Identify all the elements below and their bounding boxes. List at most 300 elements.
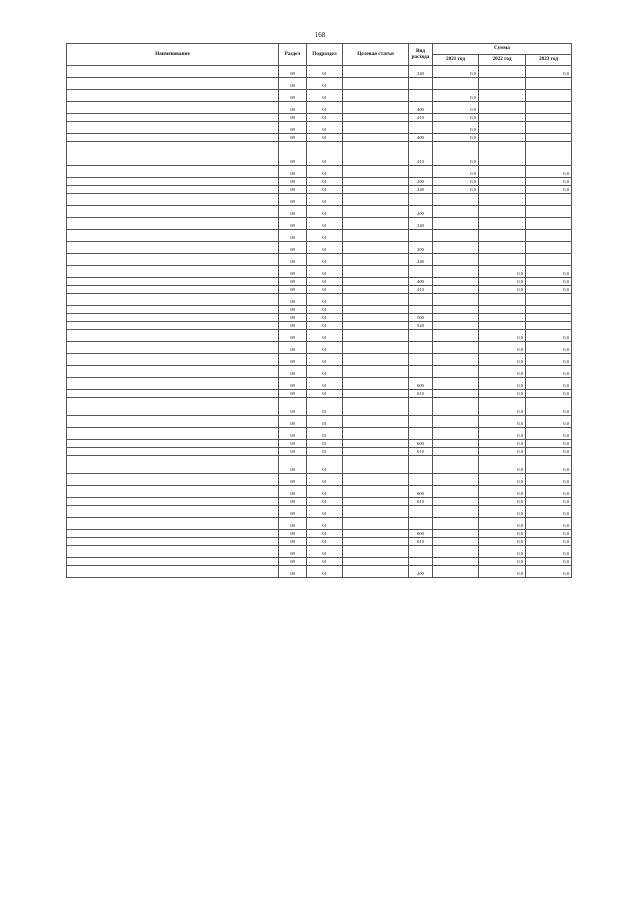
budget-table <box>66 43 572 578</box>
cell-type <box>409 558 433 566</box>
cell-sec: 08 <box>279 566 307 578</box>
cell-name <box>67 78 279 90</box>
header-year-2023: 2023 год <box>526 55 572 66</box>
cell-y2023: 0,0 <box>526 518 572 530</box>
cell-type <box>409 166 433 178</box>
cell-y2021 <box>433 474 479 486</box>
cell-y2022: 0,0 <box>479 546 526 558</box>
cell-y2023: 0,0 <box>526 398 572 416</box>
cell-type <box>409 506 433 518</box>
cell-y2022 <box>479 194 526 206</box>
cell-type: 200 <box>409 206 433 218</box>
cell-y2023 <box>526 122 572 134</box>
cell-y2021 <box>433 398 479 416</box>
cell-sub: 01 <box>307 506 343 518</box>
cell-y2021 <box>433 254 479 266</box>
cell-y2021: 0,0 <box>433 142 479 166</box>
cell-type <box>409 330 433 342</box>
cell-type: 600 <box>409 530 433 538</box>
table-row <box>67 186 572 194</box>
cell-y2021 <box>433 506 479 518</box>
cell-target <box>343 354 409 366</box>
cell-type <box>409 474 433 486</box>
cell-target <box>343 186 409 194</box>
cell-sec: 08 <box>279 306 307 314</box>
cell-type: 610 <box>409 538 433 546</box>
cell-sec: 08 <box>279 286 307 294</box>
cell-name <box>67 378 279 390</box>
table-row <box>67 114 572 122</box>
cell-y2023: 0,0 <box>526 166 572 178</box>
cell-sec: 08 <box>279 166 307 178</box>
cell-y2022: 0,0 <box>479 486 526 498</box>
cell-name <box>67 254 279 266</box>
cell-type: 600 <box>409 486 433 498</box>
cell-target <box>343 322 409 330</box>
header-subsection: Подраздел <box>307 44 343 66</box>
cell-y2022 <box>479 78 526 90</box>
cell-y2023: 0,0 <box>526 456 572 474</box>
cell-name <box>67 278 279 286</box>
cell-target <box>343 242 409 254</box>
cell-sec: 08 <box>279 294 307 306</box>
cell-y2022 <box>479 186 526 194</box>
cell-type: 400 <box>409 278 433 286</box>
cell-name <box>67 566 279 578</box>
cell-y2023: 0,0 <box>526 186 572 194</box>
cell-y2022: 0,0 <box>479 566 526 578</box>
cell-y2023 <box>526 314 572 322</box>
cell-name <box>67 322 279 330</box>
cell-y2022 <box>479 122 526 134</box>
cell-name <box>67 506 279 518</box>
cell-sec: 08 <box>279 456 307 474</box>
cell-sec: 08 <box>279 254 307 266</box>
cell-y2022 <box>479 66 526 78</box>
cell-type <box>409 546 433 558</box>
table-row <box>67 498 572 506</box>
cell-sub: 01 <box>307 242 343 254</box>
cell-y2022 <box>479 114 526 122</box>
cell-type: 200 <box>409 178 433 186</box>
table-row <box>67 354 572 366</box>
cell-y2022: 0,0 <box>479 342 526 354</box>
cell-name <box>67 546 279 558</box>
cell-y2023 <box>526 218 572 230</box>
cell-target <box>343 330 409 342</box>
cell-sec: 08 <box>279 448 307 456</box>
cell-name <box>67 366 279 378</box>
cell-sec: 08 <box>279 78 307 90</box>
table-row <box>67 342 572 354</box>
cell-sec: 08 <box>279 114 307 122</box>
table-row <box>67 286 572 294</box>
cell-y2021 <box>433 428 479 440</box>
cell-y2021: 0,0 <box>433 166 479 178</box>
cell-sub: 01 <box>307 278 343 286</box>
cell-type <box>409 306 433 314</box>
cell-name <box>67 194 279 206</box>
table-row <box>67 456 572 474</box>
cell-y2021 <box>433 306 479 314</box>
cell-y2021 <box>433 456 479 474</box>
cell-sec: 08 <box>279 278 307 286</box>
cell-sec: 08 <box>279 440 307 448</box>
cell-y2022 <box>479 306 526 314</box>
cell-sec: 08 <box>279 218 307 230</box>
cell-y2023 <box>526 142 572 166</box>
table-row <box>67 134 572 142</box>
cell-y2022: 0,0 <box>479 330 526 342</box>
cell-type <box>409 354 433 366</box>
cell-name <box>67 286 279 294</box>
table-row <box>67 102 572 114</box>
table-row <box>67 474 572 486</box>
cell-sub: 01 <box>307 366 343 378</box>
cell-sec: 08 <box>279 518 307 530</box>
cell-sec: 08 <box>279 186 307 194</box>
cell-type <box>409 90 433 102</box>
cell-sub: 01 <box>307 166 343 178</box>
cell-name <box>67 416 279 428</box>
cell-target <box>343 518 409 530</box>
cell-y2023: 0,0 <box>526 354 572 366</box>
cell-sec: 08 <box>279 242 307 254</box>
cell-y2022 <box>479 294 526 306</box>
cell-name <box>67 178 279 186</box>
cell-type <box>409 266 433 278</box>
cell-name <box>67 186 279 194</box>
cell-sub: 01 <box>307 78 343 90</box>
table-row <box>67 448 572 456</box>
cell-y2022: 0,0 <box>479 378 526 390</box>
table-row <box>67 66 572 78</box>
cell-type: 400 <box>409 134 433 142</box>
cell-sub: 01 <box>307 206 343 218</box>
cell-sec: 08 <box>279 206 307 218</box>
header-target-article: Целевая статья <box>343 44 409 66</box>
cell-target <box>343 90 409 102</box>
cell-y2023: 0,0 <box>526 566 572 578</box>
cell-target <box>343 194 409 206</box>
cell-sub: 01 <box>307 398 343 416</box>
header-section: Раздел <box>279 44 307 66</box>
cell-sub: 01 <box>307 134 343 142</box>
cell-y2022: 0,0 <box>479 398 526 416</box>
cell-y2023 <box>526 242 572 254</box>
cell-name <box>67 306 279 314</box>
table-row <box>67 90 572 102</box>
cell-name <box>67 518 279 530</box>
cell-target <box>343 314 409 322</box>
cell-y2022 <box>479 242 526 254</box>
table-row <box>67 254 572 266</box>
table-row <box>67 538 572 546</box>
cell-target <box>343 428 409 440</box>
cell-type: 410 <box>409 286 433 294</box>
cell-y2021 <box>433 218 479 230</box>
cell-target <box>343 78 409 90</box>
cell-y2021 <box>433 366 479 378</box>
cell-target <box>343 178 409 186</box>
table-row <box>67 558 572 566</box>
cell-y2022: 0,0 <box>479 266 526 278</box>
cell-target <box>343 390 409 398</box>
cell-target <box>343 166 409 178</box>
cell-type: 200 <box>409 566 433 578</box>
cell-y2022: 0,0 <box>479 278 526 286</box>
cell-name <box>67 390 279 398</box>
cell-name <box>67 242 279 254</box>
cell-name <box>67 206 279 218</box>
cell-name <box>67 90 279 102</box>
cell-target <box>343 66 409 78</box>
cell-y2023: 0,0 <box>526 506 572 518</box>
cell-type <box>409 294 433 306</box>
cell-y2021 <box>433 206 479 218</box>
cell-target <box>343 230 409 242</box>
cell-sub: 01 <box>307 538 343 546</box>
cell-y2021 <box>433 486 479 498</box>
table-row <box>67 218 572 230</box>
cell-name <box>67 558 279 566</box>
cell-sub: 01 <box>307 530 343 538</box>
cell-y2022: 0,0 <box>479 518 526 530</box>
table-row <box>67 398 572 416</box>
cell-sec: 08 <box>279 558 307 566</box>
cell-y2021: 0,0 <box>433 134 479 142</box>
cell-type: 600 <box>409 440 433 448</box>
cell-y2022 <box>479 314 526 322</box>
cell-target <box>343 254 409 266</box>
cell-target <box>343 142 409 166</box>
cell-name <box>67 218 279 230</box>
cell-sub: 01 <box>307 566 343 578</box>
cell-target <box>343 342 409 354</box>
cell-sub: 01 <box>307 314 343 322</box>
cell-sub: 01 <box>307 428 343 440</box>
cell-y2023: 0,0 <box>526 378 572 390</box>
cell-target <box>343 218 409 230</box>
cell-target <box>343 122 409 134</box>
cell-sec: 08 <box>279 194 307 206</box>
cell-sec: 08 <box>279 498 307 506</box>
cell-y2023 <box>526 194 572 206</box>
cell-y2022: 0,0 <box>479 286 526 294</box>
cell-y2023 <box>526 102 572 114</box>
cell-type <box>409 518 433 530</box>
cell-y2023 <box>526 90 572 102</box>
cell-y2021 <box>433 378 479 390</box>
cell-name <box>67 314 279 322</box>
table-row <box>67 206 572 218</box>
cell-y2023: 0,0 <box>526 448 572 456</box>
cell-y2023: 0,0 <box>526 428 572 440</box>
table-row <box>67 322 572 330</box>
cell-y2021 <box>433 546 479 558</box>
table-row <box>67 378 572 390</box>
table-row <box>67 178 572 186</box>
cell-type: 240 <box>409 218 433 230</box>
cell-y2021 <box>433 286 479 294</box>
cell-sec: 08 <box>279 366 307 378</box>
table-row <box>67 278 572 286</box>
cell-name <box>67 474 279 486</box>
cell-y2021 <box>433 448 479 456</box>
cell-y2022: 0,0 <box>479 440 526 448</box>
cell-y2023: 0,0 <box>526 498 572 506</box>
cell-y2021 <box>433 314 479 322</box>
cell-y2023: 0,0 <box>526 474 572 486</box>
cell-y2023: 0,0 <box>526 366 572 378</box>
cell-sub: 01 <box>307 456 343 474</box>
cell-sec: 08 <box>279 266 307 278</box>
cell-target <box>343 102 409 114</box>
cell-y2022 <box>479 218 526 230</box>
table-row <box>67 330 572 342</box>
cell-y2021 <box>433 566 479 578</box>
cell-type: 610 <box>409 448 433 456</box>
cell-y2023 <box>526 322 572 330</box>
header-expense-type: Вид расхода <box>409 44 433 66</box>
cell-y2023: 0,0 <box>526 330 572 342</box>
cell-target <box>343 306 409 314</box>
cell-y2021: 0,0 <box>433 90 479 102</box>
cell-sec: 08 <box>279 390 307 398</box>
header-name: Наименование <box>67 44 279 66</box>
cell-y2022 <box>479 254 526 266</box>
cell-y2022 <box>479 206 526 218</box>
cell-y2022 <box>479 142 526 166</box>
cell-name <box>67 102 279 114</box>
cell-type: 520 <box>409 322 433 330</box>
cell-y2022 <box>479 134 526 142</box>
cell-name <box>67 230 279 242</box>
cell-target <box>343 206 409 218</box>
cell-sec: 08 <box>279 66 307 78</box>
table-row <box>67 566 572 578</box>
cell-type: 240 <box>409 186 433 194</box>
cell-y2022: 0,0 <box>479 506 526 518</box>
cell-y2023 <box>526 306 572 314</box>
cell-y2021 <box>433 354 479 366</box>
cell-type <box>409 122 433 134</box>
cell-y2023 <box>526 114 572 122</box>
cell-y2021: 0,0 <box>433 178 479 186</box>
cell-y2023: 0,0 <box>526 546 572 558</box>
cell-y2022 <box>479 322 526 330</box>
cell-y2023 <box>526 230 572 242</box>
table-row <box>67 440 572 448</box>
cell-name <box>67 342 279 354</box>
cell-type: 240 <box>409 254 433 266</box>
cell-sub: 01 <box>307 66 343 78</box>
cell-sec: 08 <box>279 416 307 428</box>
cell-type <box>409 342 433 354</box>
cell-sub: 01 <box>307 90 343 102</box>
cell-type: 200 <box>409 242 433 254</box>
cell-sec: 08 <box>279 330 307 342</box>
table-header-row <box>67 44 572 55</box>
cell-target <box>343 566 409 578</box>
cell-y2022: 0,0 <box>479 530 526 538</box>
cell-y2023 <box>526 206 572 218</box>
cell-name <box>67 398 279 416</box>
cell-type <box>409 194 433 206</box>
page-number: 168 <box>314 31 326 39</box>
cell-y2023: 0,0 <box>526 178 572 186</box>
cell-y2021 <box>433 266 479 278</box>
cell-name <box>67 142 279 166</box>
cell-y2021 <box>433 322 479 330</box>
table-row <box>67 294 572 306</box>
cell-type: 610 <box>409 390 433 398</box>
cell-sub: 01 <box>307 266 343 278</box>
cell-y2021 <box>433 440 479 448</box>
cell-name <box>67 486 279 498</box>
cell-sec: 08 <box>279 142 307 166</box>
cell-target <box>343 286 409 294</box>
cell-y2022: 0,0 <box>479 498 526 506</box>
cell-y2021: 0,0 <box>433 102 479 114</box>
cell-target <box>343 530 409 538</box>
cell-y2023: 0,0 <box>526 530 572 538</box>
cell-target <box>343 366 409 378</box>
cell-sub: 01 <box>307 440 343 448</box>
cell-y2023: 0,0 <box>526 558 572 566</box>
cell-name <box>67 448 279 456</box>
cell-y2022 <box>479 178 526 186</box>
cell-y2021 <box>433 390 479 398</box>
cell-name <box>67 294 279 306</box>
cell-y2021 <box>433 242 479 254</box>
cell-type: 600 <box>409 378 433 390</box>
cell-sub: 01 <box>307 390 343 398</box>
table-row <box>67 518 572 530</box>
cell-y2023 <box>526 254 572 266</box>
cell-sub: 01 <box>307 114 343 122</box>
cell-name <box>67 122 279 134</box>
cell-y2023 <box>526 294 572 306</box>
cell-sec: 08 <box>279 230 307 242</box>
cell-sec: 08 <box>279 486 307 498</box>
cell-name <box>67 330 279 342</box>
cell-y2021 <box>433 294 479 306</box>
cell-y2023: 0,0 <box>526 286 572 294</box>
cell-sub: 01 <box>307 474 343 486</box>
cell-y2021 <box>433 330 479 342</box>
cell-name <box>67 456 279 474</box>
cell-sub: 01 <box>307 178 343 186</box>
table-row <box>67 506 572 518</box>
cell-y2022: 0,0 <box>479 474 526 486</box>
cell-y2022: 0,0 <box>479 390 526 398</box>
cell-y2023: 0,0 <box>526 416 572 428</box>
cell-name <box>67 498 279 506</box>
cell-y2022 <box>479 90 526 102</box>
table-row <box>67 242 572 254</box>
cell-sub: 01 <box>307 194 343 206</box>
cell-target <box>343 498 409 506</box>
cell-sub: 01 <box>307 294 343 306</box>
cell-sub: 01 <box>307 218 343 230</box>
cell-y2022: 0,0 <box>479 416 526 428</box>
cell-sec: 08 <box>279 538 307 546</box>
cell-sub: 01 <box>307 448 343 456</box>
cell-type: 240 <box>409 66 433 78</box>
cell-name <box>67 166 279 178</box>
header-year-2022: 2022 год <box>479 55 526 66</box>
